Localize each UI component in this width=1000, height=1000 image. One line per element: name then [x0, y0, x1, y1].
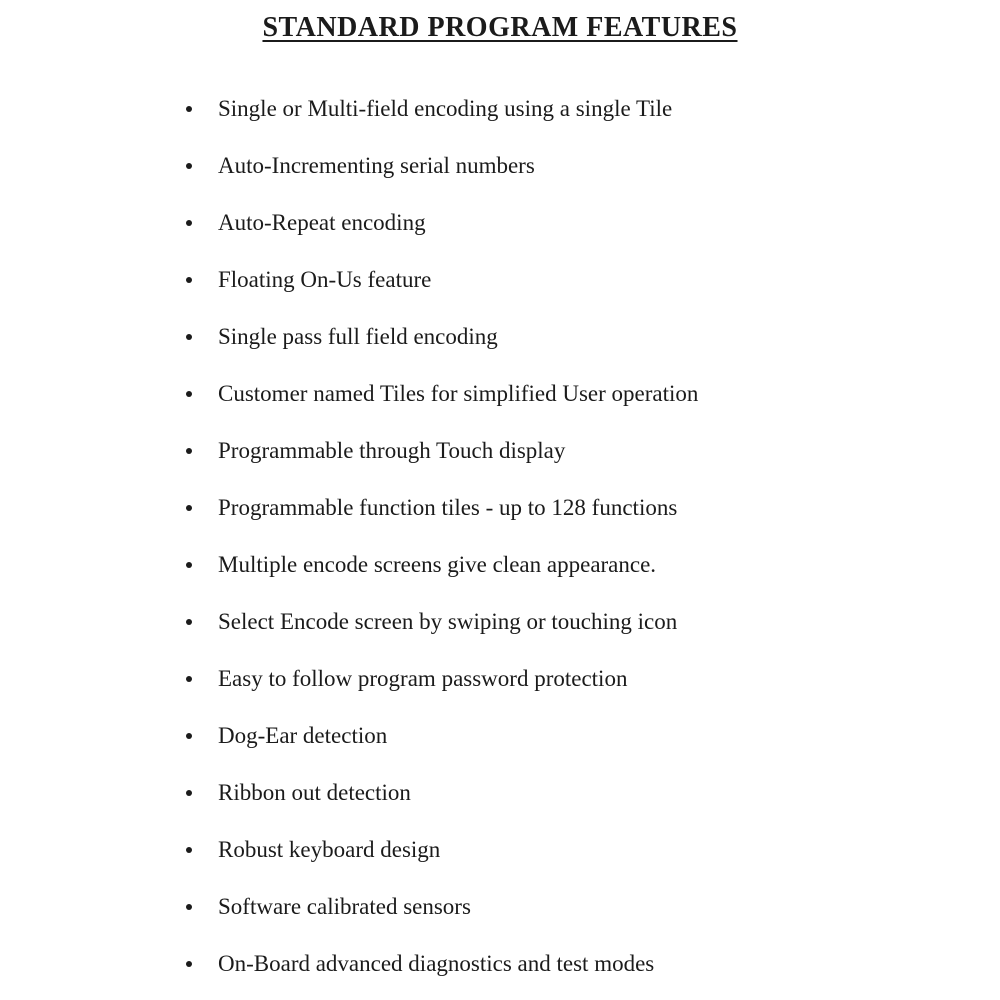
list-item [0, 151, 1000, 181]
list-item-text: Select Encode screen by swiping or touching icon [218, 609, 678, 634]
list-item-text: Programmable through Touch display [218, 438, 566, 463]
list-item [0, 94, 1000, 124]
list-item-text: Easy to follow program password protection [218, 666, 628, 691]
bullet-icon [186, 505, 192, 511]
list-item [0, 664, 1000, 694]
list-item [0, 721, 1000, 751]
list-item [0, 208, 1000, 238]
list-item-text: Customer named Tiles for simplified User operation [218, 381, 699, 406]
bullet-icon [186, 391, 192, 397]
list-item-text: Dog-Ear detection [218, 723, 388, 748]
bullet-icon [186, 961, 192, 967]
bullet-icon [186, 277, 192, 283]
list-item [0, 550, 1000, 580]
list-item [0, 265, 1000, 295]
bullet-icon [186, 847, 192, 853]
bullet-icon [186, 334, 192, 340]
list-item [0, 493, 1000, 523]
list-item [0, 949, 1000, 979]
list-item-text: Programmable function tiles - up to 128 functions [218, 495, 678, 520]
bullet-icon [186, 619, 192, 625]
list-item-text: Single or Multi-field encoding using a single Tile [218, 96, 673, 121]
list-item [0, 322, 1000, 352]
list-item [0, 379, 1000, 409]
list-item-text: Single pass full field encoding [218, 324, 498, 349]
page-title: STANDARD PROGRAM FEATURES [262, 12, 738, 43]
bullet-icon [186, 904, 192, 910]
bullet-icon [186, 676, 192, 682]
bullet-icon [186, 106, 192, 112]
list-item-text: Floating On-Us feature [218, 267, 432, 292]
bullet-icon [186, 733, 192, 739]
list-item [0, 436, 1000, 466]
bullet-icon [186, 562, 192, 568]
bullet-icon [186, 163, 192, 169]
list-item-text: Auto-Incrementing serial numbers [218, 153, 535, 178]
list-item-text: Ribbon out detection [218, 780, 411, 805]
list-item-text: Software calibrated sensors [218, 894, 471, 919]
bullet-icon [186, 448, 192, 454]
list-item-text: On-Board advanced diagnostics and test modes [218, 951, 655, 976]
list-item [0, 778, 1000, 808]
bullet-icon [186, 790, 192, 796]
list-item-text: Auto-Repeat encoding [218, 210, 426, 235]
list-item [0, 835, 1000, 865]
list-item-text: Multiple encode screens give clean appearance. [218, 552, 657, 577]
feature-list [0, 94, 1000, 979]
list-item [0, 607, 1000, 637]
list-item [0, 892, 1000, 922]
bullet-icon [186, 220, 192, 226]
list-item-text: Robust keyboard design [218, 837, 441, 862]
